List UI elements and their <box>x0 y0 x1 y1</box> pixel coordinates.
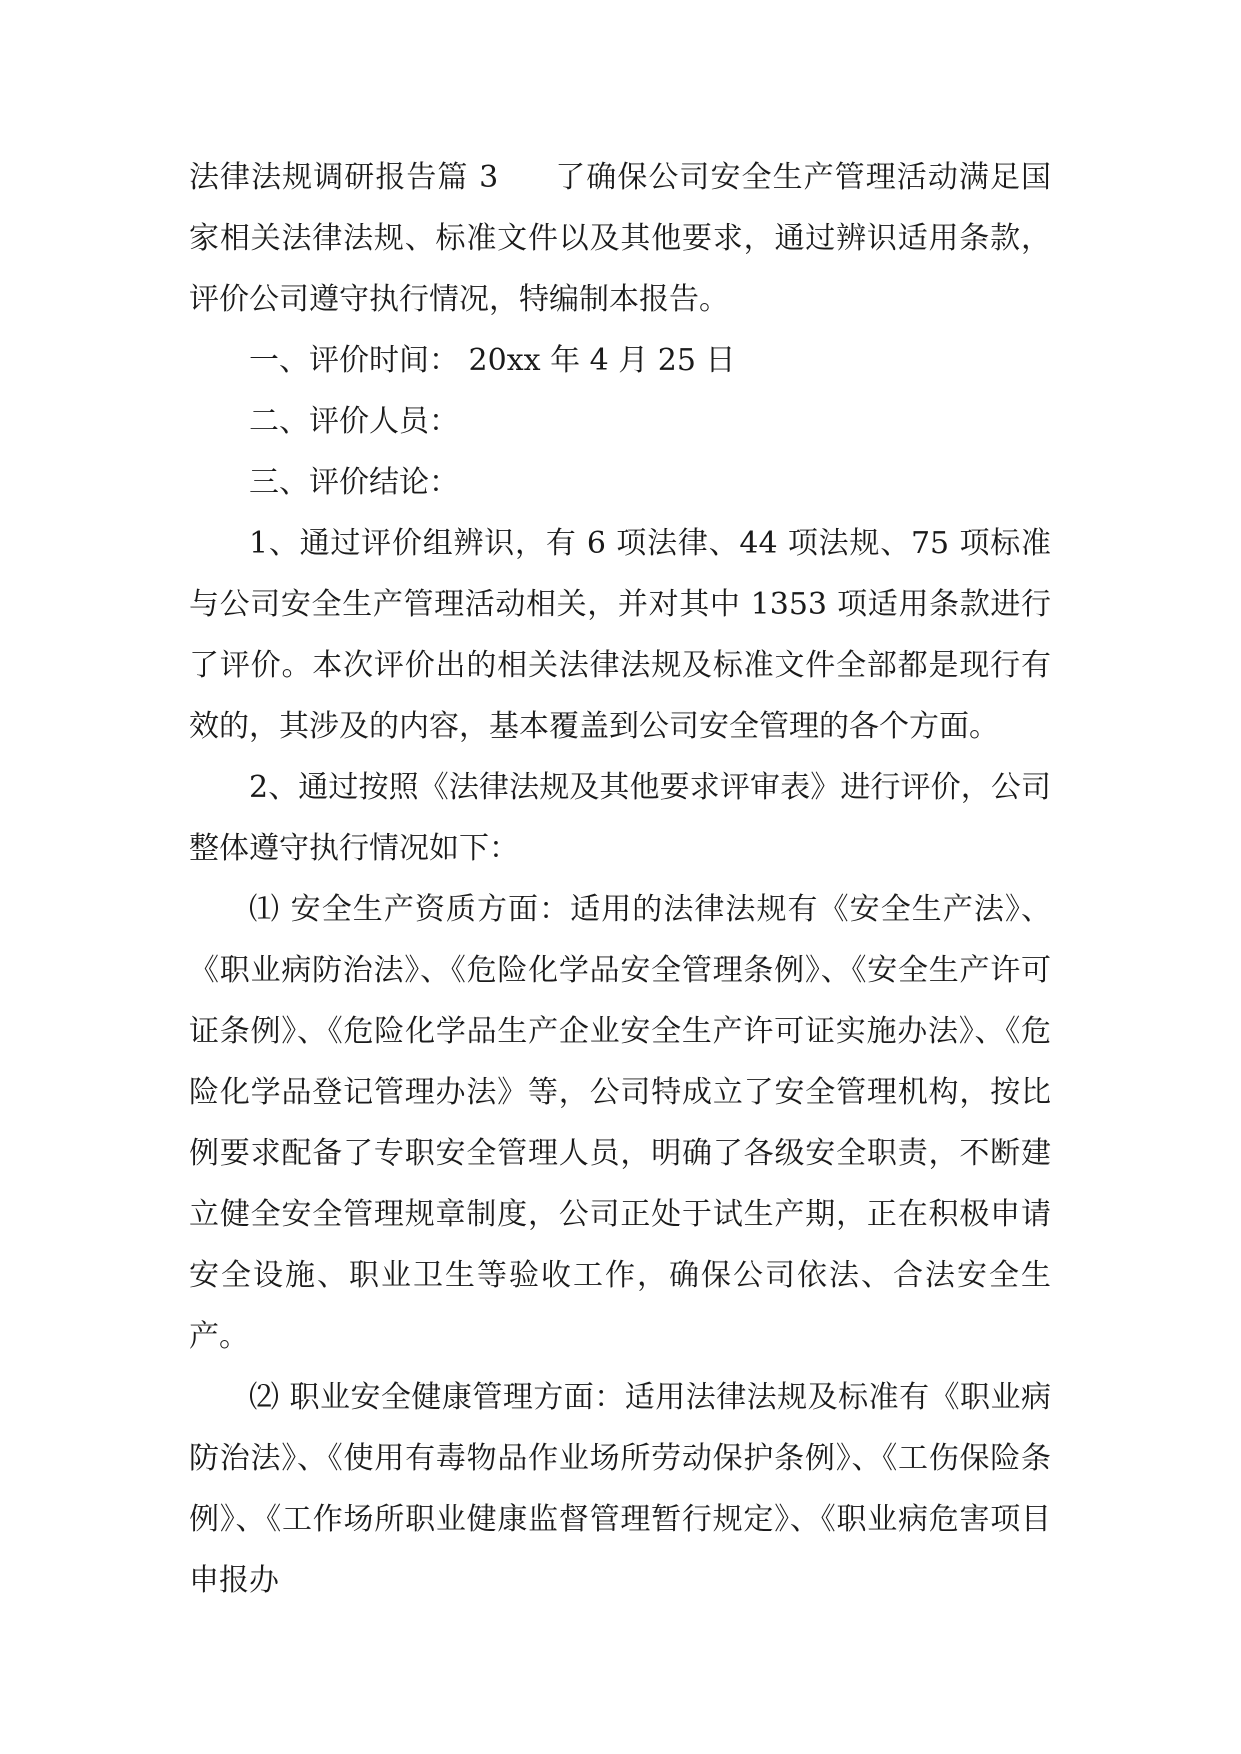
evaluation-conclusion-heading: 三、评价结论： <box>249 465 459 500</box>
sub-item-occupational-health: ⑵ 职业安全健康管理方面：适用法律法规及标准有《职业病防治法》、《使用有毒物品作业场所劳动保护条例》、《工伤保险条例》、《工作场所职业健康监督管理暂行规定》、《职业病危害项目申报办 <box>189 1380 1051 1598</box>
evaluation-personnel: 二、评价人员： <box>249 404 459 439</box>
document-title: 法律法规调研报告篇 3 <box>189 160 499 195</box>
sub-item-qualification: ⑴ 安全生产资质方面：适用的法律法规有《安全生产法》、《职业病防治法》、《危险化学品安全管理条例》、《安全生产许可证条例》、《危险化学品生产企业安全生产许可证实施办法》、《危险化学品登记管理办法》等，公司特成立了安全管理机构，按比例要求配备了专职安全管理人员，明确了各级安全职责，不断建立健全安全管理规章制度，公司正处于试生产期，正在积极申请安全设施、职业卫生等验收工作，确保公司依法、合法安全生产。 <box>189 892 1051 1354</box>
conclusion-item-2: 2、通过按照《法律法规及其他要求评审表》进行评价，公司整体遵守执行情况如下： <box>189 770 1051 866</box>
evaluation-time: 一、评价时间： 20xx 年 4 月 25 日 <box>249 343 736 378</box>
conclusion-item-1: 1、通过评价组辨识，有 6 项法律、44 项法规、75 项标准与公司安全生产管理活动相关，并对其中 1353 项适用条款进行了评价。本次评价出的相关法律法规及标准文件全部都是现行有效的，其涉及的内容，基本覆盖到公司安全管理的各个方面。 <box>189 526 1051 744</box>
opening-paragraph <box>189 147 1051 330</box>
document-body <box>189 147 1051 1611</box>
intro-text: 了确保公司安全生产管理活动满足国家相关法律法规、标准文件以及其他要求，通过辨识适用条款，评价公司遵守执行情况，特编制本报告。 <box>189 160 1052 317</box>
